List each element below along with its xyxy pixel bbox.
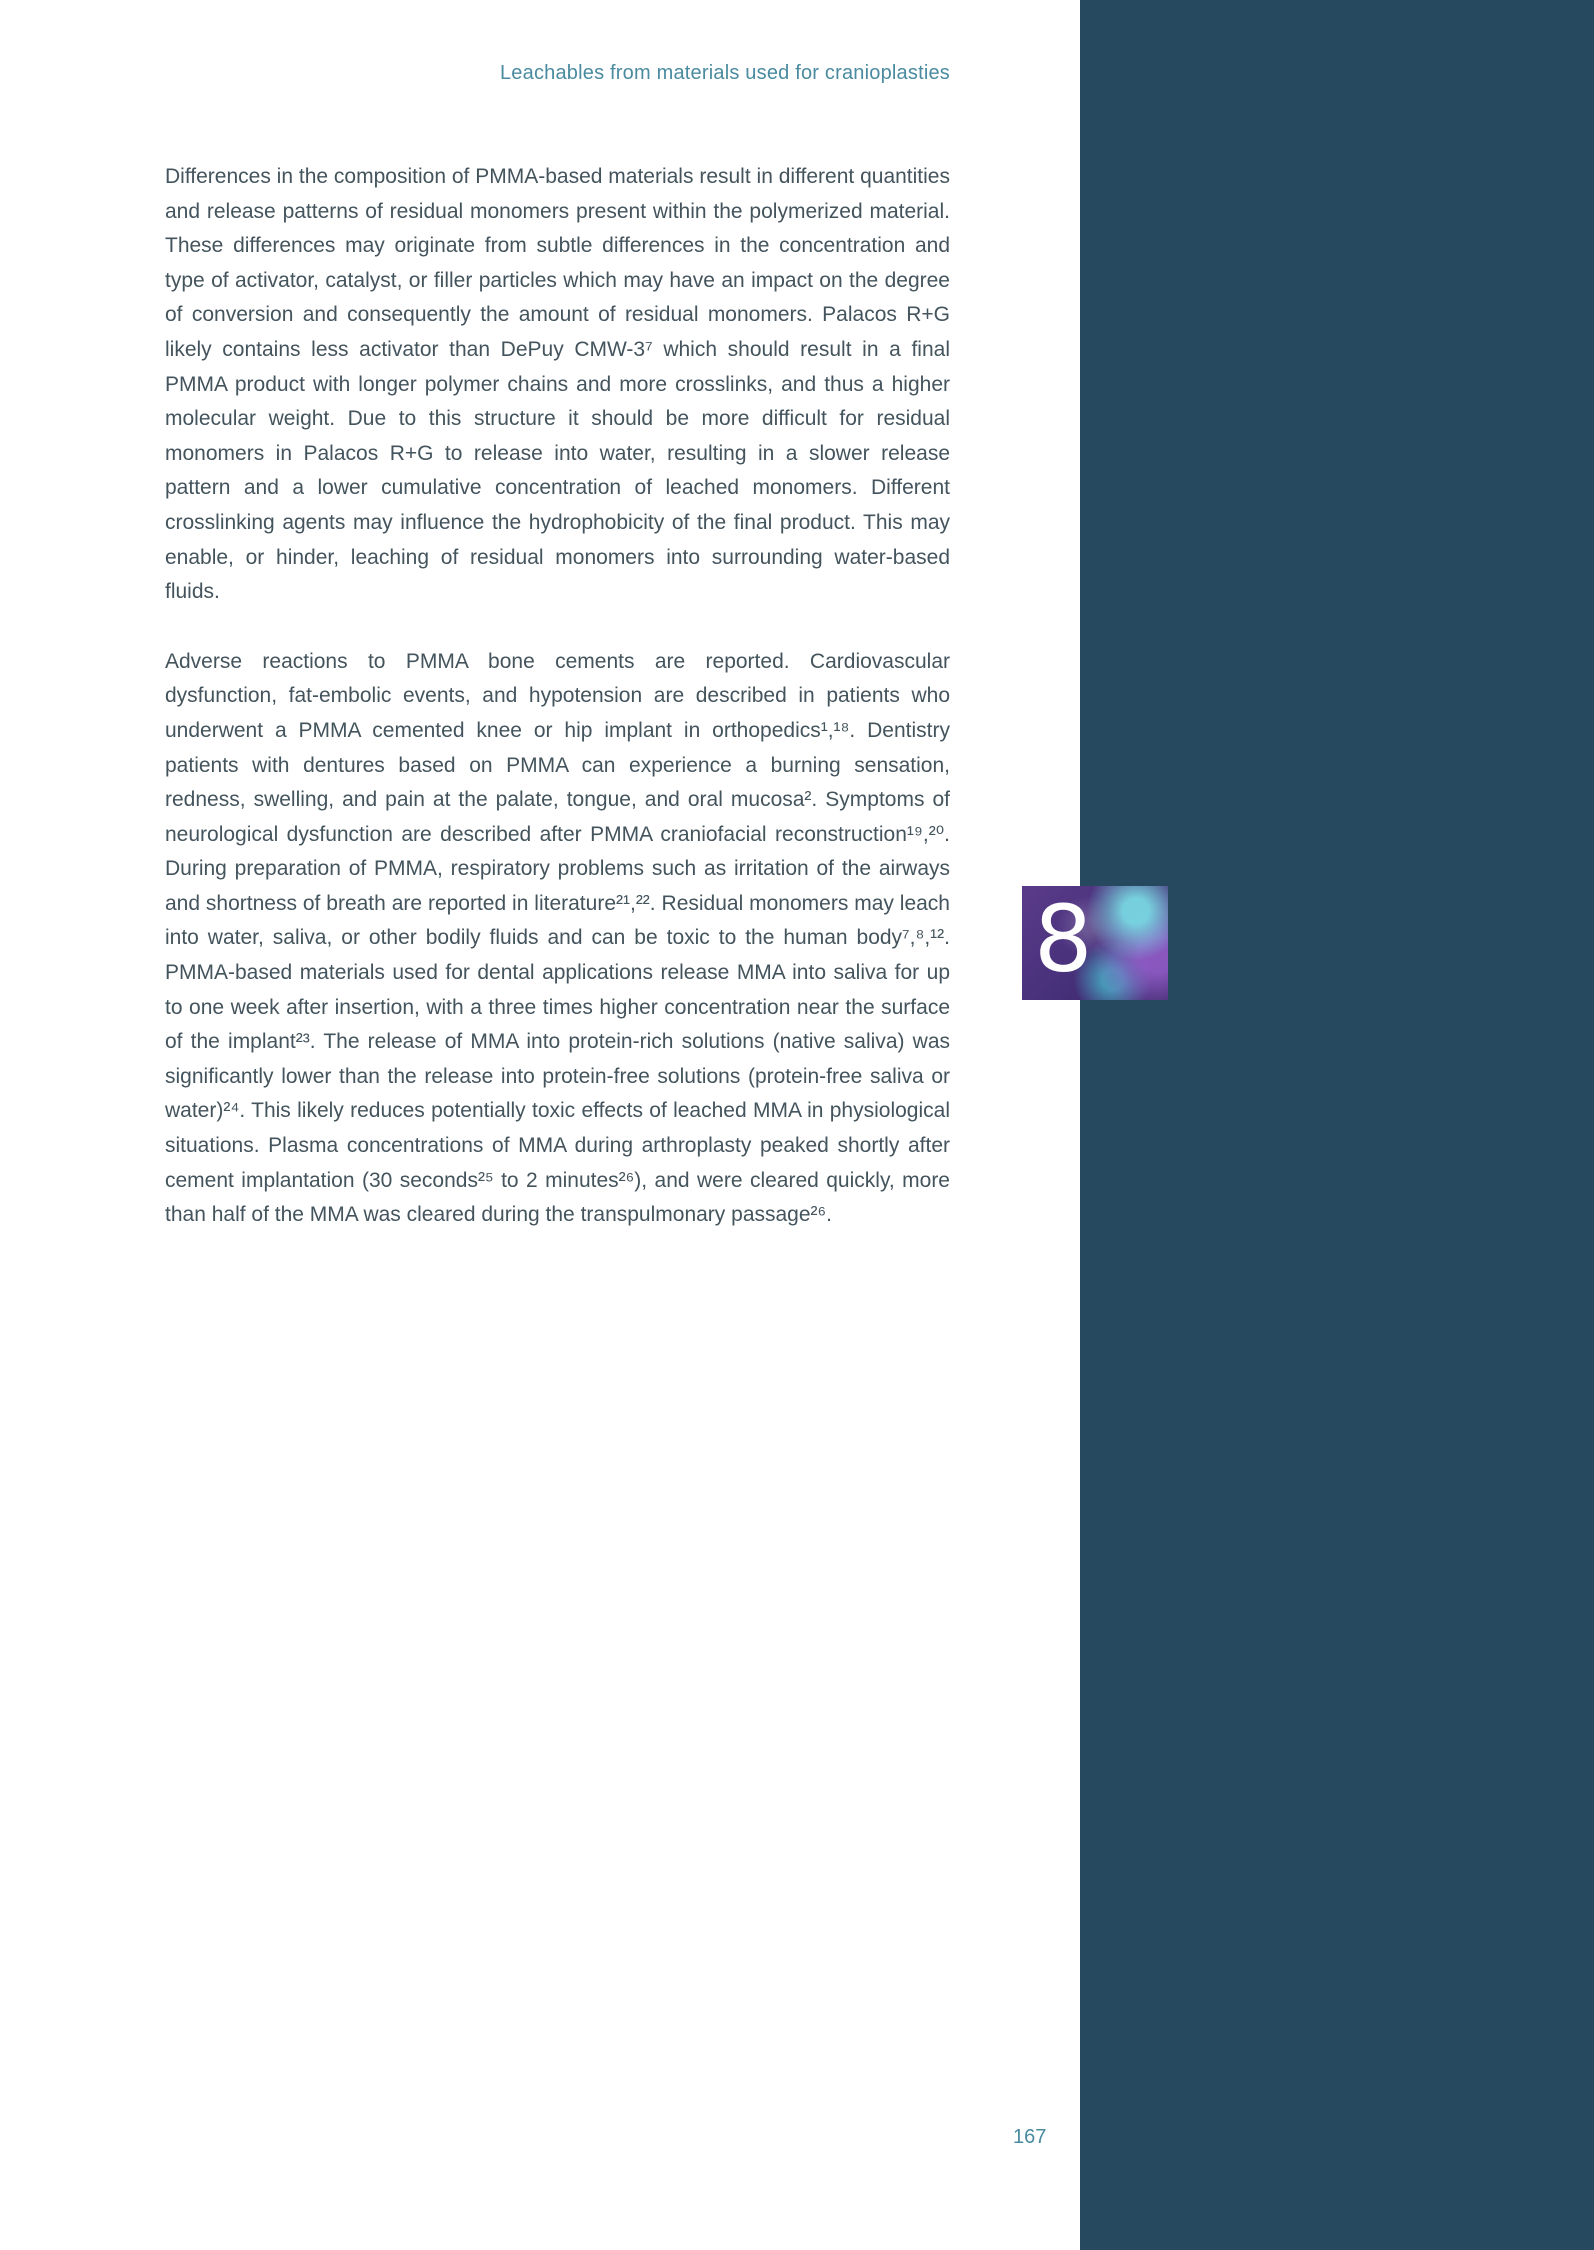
- body-text-column: [165, 160, 950, 1233]
- running-header: Leachables from materials used for cranioplasties: [499, 62, 950, 84]
- page-number: 167: [1013, 2126, 1047, 2148]
- paragraph-1: Differences in the composition of PMMA-based materials result in different quantities and release patterns of residual monomers present within the polymerized material. These differences may originate from subtle differences in the concentration and type of activator, catalyst, or filler particles which may have an impact on the degree of conversion and consequently the amount of residual monomers. Palacos R+G likely contains less activator than DePuy CMW-3⁷ which should result in a final PMMA product with longer polymer chains and more crosslinks, and thus a higher molecular weight. Due to this structure it should be more difficult for residual monomers in Palacos R+G to release into water, resulting in a slower release pattern and a lower cumulative concentration of leached monomers. Different crosslinking agents may influence the hydrophobicity of the final product. This may enable, or hinder, leaching of residual monomers into surrounding water-based fluids.: [165, 165, 950, 604]
- paragraph-2: Adverse reactions to PMMA bone cements are reported. Cardiovascular dysfunction, fat-embolic events, and hypotension are described in patients who underwent a PMMA cemented knee or hip implant in orthopedics¹,¹⁸. Dentistry patients with dentures based on PMMA can experience a burning sensation, redness, swelling, and pain at the palate, tongue, and oral mucosa². Symptoms of neurological dysfunction are described after PMMA craniofacial reconstruction¹⁹,²⁰. During preparation of PMMA, respiratory problems such as irritation of the airways and shortness of breath are reported in literature²¹,²². Residual monomers may leach into water, saliva, or other bodily fluids and can be toxic to the human body⁷,⁸,¹². PMMA-based materials used for dental applications release MMA into saliva for up to one week after insertion, with a three times higher concentration near the surface of the implant²³. The release of MMA into protein-rich solutions (native saliva) was significantly lower than the release into protein-free solutions (protein-free saliva or water)²⁴. This likely reduces potentially toxic effects of leached MMA in physiological situations. Plasma concentrations of MMA during arthroplasty peaked shortly after cement implantation (30 seconds²⁵ to 2 minutes²⁶), and were cleared quickly, more than half of the MMA was cleared during the transpulmonary passage²⁶.: [165, 649, 950, 1227]
- chapter-edge-band: [1080, 0, 1594, 2250]
- chapter-number: 8: [1034, 886, 1093, 993]
- chapter-tab-image: [1022, 886, 1168, 1000]
